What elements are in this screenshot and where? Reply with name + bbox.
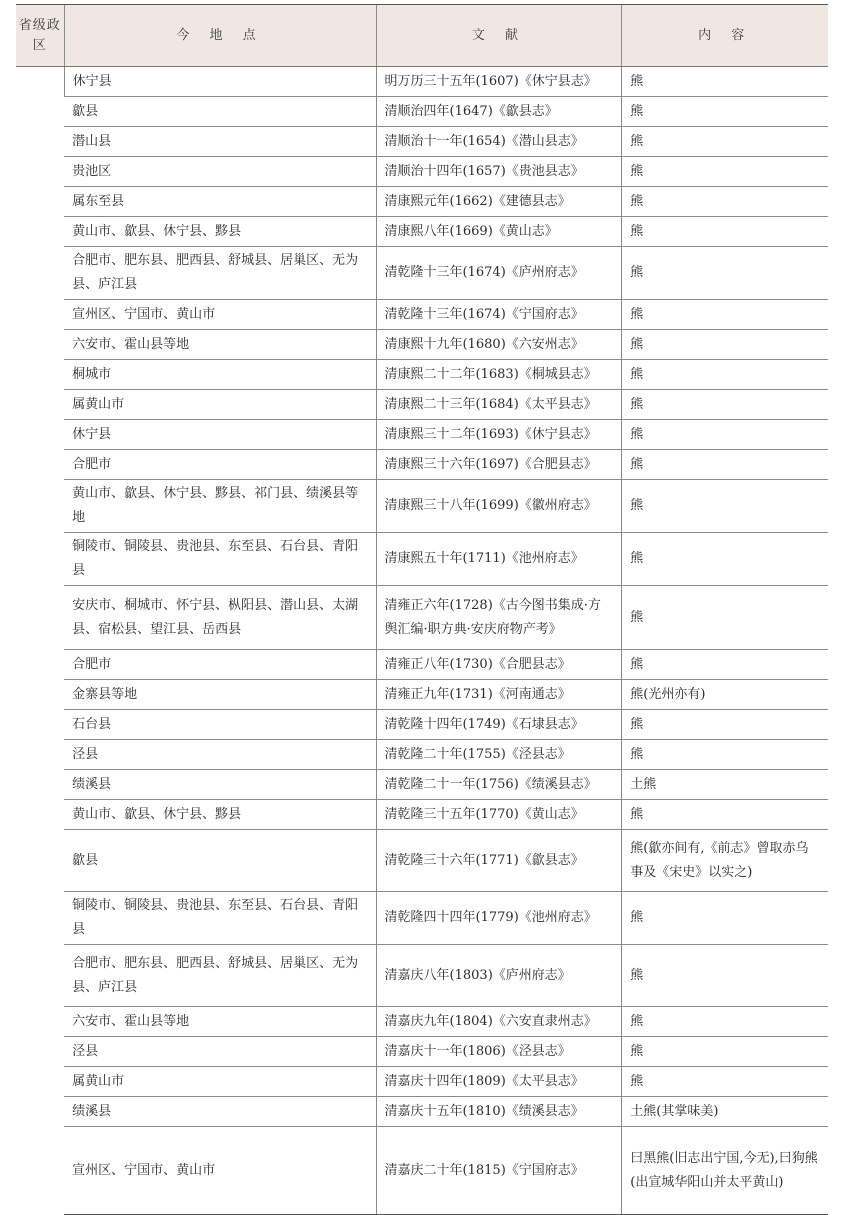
content-cell: 熊(歙亦间有,《前志》曾取赤乌事及《宋史》以实之): [622, 830, 828, 892]
document-cell: 明万历三十五年(1607)《休宁县志》: [376, 67, 622, 97]
place-cell: 属黄山市: [64, 1067, 376, 1097]
document-cell: 清乾隆三十五年(1770)《黄山志》: [376, 800, 622, 830]
table-row: [16, 1037, 828, 1067]
document-cell: 清乾隆十四年(1749)《石埭县志》: [376, 710, 622, 740]
document-cell: 清康熙二十三年(1684)《太平县志》: [376, 390, 622, 420]
content-cell: 熊: [622, 1037, 828, 1067]
place-cell: 黄山市、歙县、休宁县、黟县: [64, 217, 376, 247]
table-row: [16, 247, 828, 300]
header-place: 今 地 点: [64, 5, 376, 67]
table-row: [16, 157, 828, 187]
place-cell: 金寨县等地: [64, 680, 376, 710]
place-cell: 歙县: [64, 97, 376, 127]
document-cell: 清康熙三十八年(1699)《徽州府志》: [376, 480, 622, 533]
place-cell: 六安市、霍山县等地: [64, 1007, 376, 1037]
place-cell: 安庆市、桐城市、怀宁县、枞阳县、潜山县、太湖县、宿松县、望江县、岳西县: [64, 586, 376, 650]
table-row: [16, 67, 828, 97]
place-cell: 泾县: [64, 1037, 376, 1067]
table-row: [16, 1097, 828, 1127]
content-cell: 熊: [622, 740, 828, 770]
document-cell: 清雍正六年(1728)《古今图书集成·方舆汇编·职方典·安庆府物产考》: [376, 586, 622, 650]
table-row: [16, 586, 828, 650]
document-cell: 清嘉庆二十年(1815)《宁国府志》: [376, 1127, 622, 1215]
document-cell: 清乾隆十三年(1674)《庐州府志》: [376, 247, 622, 300]
content-cell: 熊: [622, 187, 828, 217]
document-cell: 清康熙二十二年(1683)《桐城县志》: [376, 360, 622, 390]
place-cell: 合肥市: [64, 450, 376, 480]
table-row: [16, 770, 828, 800]
place-cell: 宣州区、宁国市、黄山市: [64, 1127, 376, 1215]
content-cell: 熊: [622, 480, 828, 533]
table-body: [16, 67, 828, 1215]
place-cell: 黄山市、歙县、休宁县、黟县、祁门县、绩溪县等地: [64, 480, 376, 533]
place-cell: 铜陵市、铜陵县、贵池县、东至县、石台县、青阳县: [64, 533, 376, 586]
content-cell: 曰黑熊(旧志出宁国,今无),曰狗熊(出宣城华阳山并太平黄山): [622, 1127, 828, 1215]
document-cell: 清康熙十九年(1680)《六安州志》: [376, 330, 622, 360]
table-row: [16, 740, 828, 770]
header-row: [16, 5, 828, 67]
content-cell: 熊: [622, 360, 828, 390]
table-row: [16, 830, 828, 892]
table-row: [16, 450, 828, 480]
header-document: 文 献: [376, 5, 622, 67]
place-cell: 属东至县: [64, 187, 376, 217]
table-row: [16, 217, 828, 247]
content-cell: 熊: [622, 390, 828, 420]
content-cell: 熊: [622, 247, 828, 300]
content-cell: 熊: [622, 710, 828, 740]
table-row: [16, 945, 828, 1007]
document-cell: 清顺治四年(1647)《歙县志》: [376, 97, 622, 127]
document-cell: 清乾隆二十一年(1756)《绩溪县志》: [376, 770, 622, 800]
table-row: [16, 330, 828, 360]
document-cell: 清乾隆三十六年(1771)《歙县志》: [376, 830, 622, 892]
table-row: [16, 127, 828, 157]
place-cell: 休宁县: [64, 67, 376, 97]
place-cell: 潜山县: [64, 127, 376, 157]
table-row: [16, 680, 828, 710]
content-cell: 熊: [622, 300, 828, 330]
document-cell: 清嘉庆八年(1803)《庐州府志》: [376, 945, 622, 1007]
table-row: [16, 1067, 828, 1097]
table-row: [16, 480, 828, 533]
content-cell: 熊: [622, 157, 828, 187]
content-cell: 熊: [622, 892, 828, 945]
document-cell: 清康熙五十年(1711)《池州府志》: [376, 533, 622, 586]
content-cell: 土熊: [622, 770, 828, 800]
header-province: 省级政区: [16, 5, 64, 67]
table-row: [16, 710, 828, 740]
content-cell: 熊: [622, 533, 828, 586]
content-cell: 熊: [622, 217, 828, 247]
place-cell: 泾县: [64, 740, 376, 770]
place-cell: 合肥市、肥东县、肥西县、舒城县、居巢区、无为县、庐江县: [64, 247, 376, 300]
place-cell: 宣州区、宁国市、黄山市: [64, 300, 376, 330]
document-cell: 清嘉庆十一年(1806)《泾县志》: [376, 1037, 622, 1067]
document-cell: 清康熙三十二年(1693)《休宁县志》: [376, 420, 622, 450]
place-cell: 黄山市、歙县、休宁县、黟县: [64, 800, 376, 830]
document-cell: 清雍正八年(1730)《合肥县志》: [376, 650, 622, 680]
content-cell: 熊: [622, 127, 828, 157]
place-cell: 歙县: [64, 830, 376, 892]
table-row: [16, 650, 828, 680]
place-cell: 绩溪县: [64, 770, 376, 800]
table-row: [16, 892, 828, 945]
place-cell: 休宁县: [64, 420, 376, 450]
table-row: [16, 390, 828, 420]
content-cell: 熊: [622, 586, 828, 650]
content-cell: 熊(光州亦有): [622, 680, 828, 710]
document-cell: 清嘉庆九年(1804)《六安直隶州志》: [376, 1007, 622, 1037]
table-row: [16, 360, 828, 390]
content-cell: 熊: [622, 97, 828, 127]
header-content: 内 容: [622, 5, 828, 67]
document-cell: 清嘉庆十四年(1809)《太平县志》: [376, 1067, 622, 1097]
table-row: [16, 533, 828, 586]
content-cell: 熊: [622, 945, 828, 1007]
place-cell: 贵池区: [64, 157, 376, 187]
place-cell: 合肥市、肥东县、肥西县、舒城县、居巢区、无为县、庐江县: [64, 945, 376, 1007]
place-cell: 石台县: [64, 710, 376, 740]
content-cell: 熊: [622, 1007, 828, 1037]
document-cell: 清顺治十一年(1654)《潜山县志》: [376, 127, 622, 157]
document-cell: 清雍正九年(1731)《河南通志》: [376, 680, 622, 710]
content-cell: 熊: [622, 650, 828, 680]
place-cell: 六安市、霍山县等地: [64, 330, 376, 360]
content-cell: 熊: [622, 450, 828, 480]
province-cell: [16, 67, 64, 1215]
table-row: [16, 1007, 828, 1037]
table-row: [16, 300, 828, 330]
content-cell: 熊: [622, 800, 828, 830]
place-cell: 桐城市: [64, 360, 376, 390]
place-cell: 绩溪县: [64, 1097, 376, 1127]
content-cell: 熊: [622, 1067, 828, 1097]
place-cell: 合肥市: [64, 650, 376, 680]
records-table: [16, 4, 828, 1215]
document-cell: 清顺治十四年(1657)《贵池县志》: [376, 157, 622, 187]
document-cell: 清嘉庆十五年(1810)《绩溪县志》: [376, 1097, 622, 1127]
table-row: [16, 97, 828, 127]
table-row: [16, 187, 828, 217]
document-cell: 清康熙三十六年(1697)《合肥县志》: [376, 450, 622, 480]
content-cell: 熊: [622, 330, 828, 360]
document-cell: 清康熙八年(1669)《黄山志》: [376, 217, 622, 247]
document-cell: 清乾隆四十四年(1779)《池州府志》: [376, 892, 622, 945]
place-cell: 属黄山市: [64, 390, 376, 420]
content-cell: 熊: [622, 420, 828, 450]
table-row: [16, 1127, 828, 1215]
table-row: [16, 800, 828, 830]
content-cell: 土熊(其掌味美): [622, 1097, 828, 1127]
document-cell: 清康熙元年(1662)《建德县志》: [376, 187, 622, 217]
document-cell: 清乾隆十三年(1674)《宁国府志》: [376, 300, 622, 330]
records-table-container: [16, 4, 828, 1215]
place-cell: 铜陵市、铜陵县、贵池县、东至县、石台县、青阳县: [64, 892, 376, 945]
content-cell: 熊: [622, 67, 828, 97]
table-row: [16, 420, 828, 450]
document-cell: 清乾隆二十年(1755)《泾县志》: [376, 740, 622, 770]
